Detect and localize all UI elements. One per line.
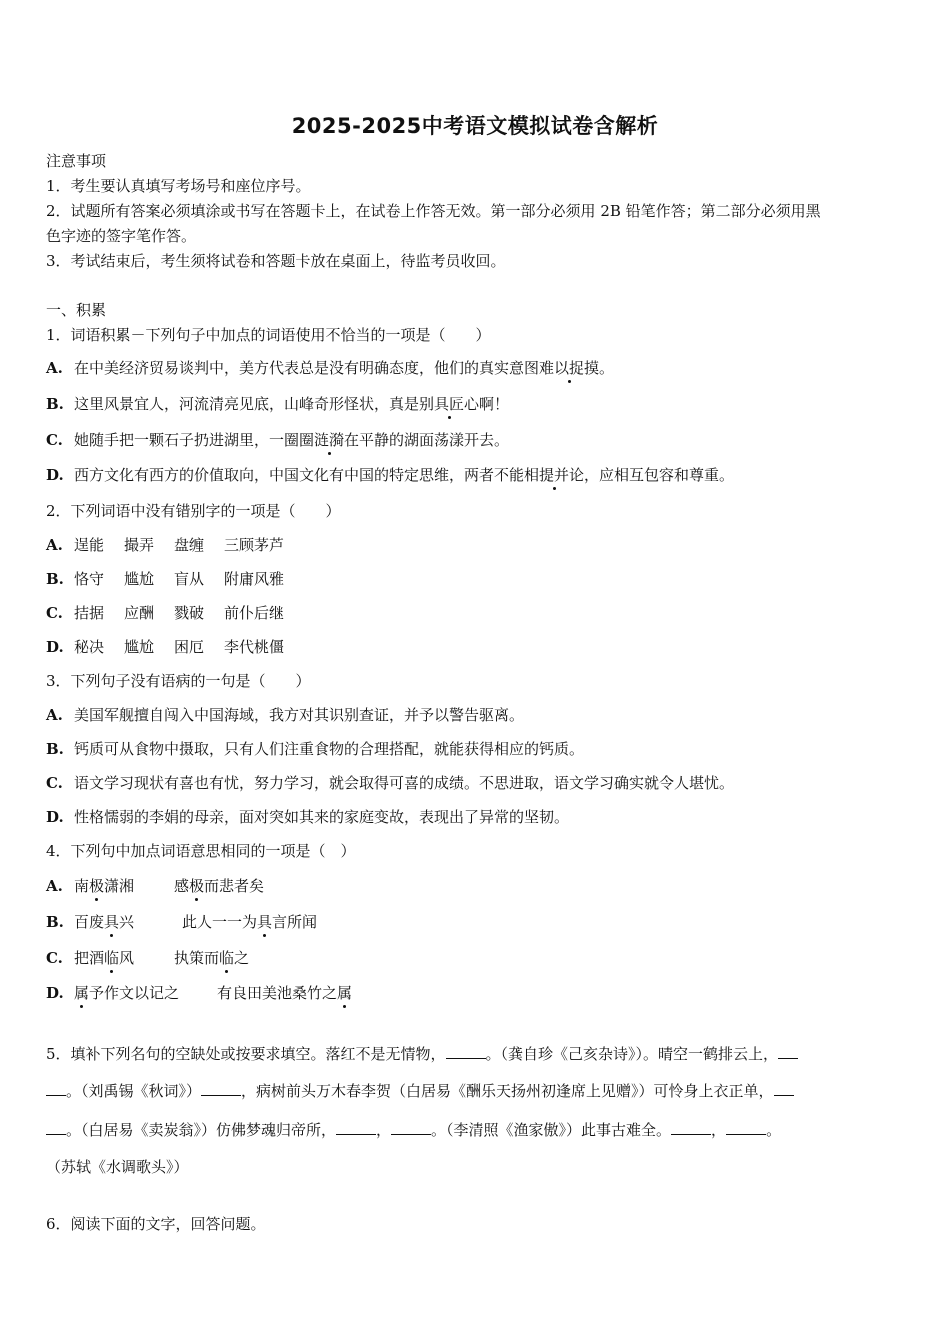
q3-option-a — [46, 705, 524, 725]
fill-blank[interactable] — [46, 1081, 66, 1096]
phrase-text: 之 — [234, 949, 250, 967]
q5-text: 。（李清照《渔家傲》）此事古难全。 — [431, 1121, 672, 1139]
q5-text: ， — [711, 1121, 727, 1139]
q5-text: ， — [376, 1121, 392, 1139]
option-text: 她随手把一颗石子扔进湖里，一圈圈 — [74, 431, 315, 449]
dotted-char: 极 — [89, 877, 105, 895]
phrase-1 — [74, 876, 174, 896]
option-text-tail: 啊！ — [479, 395, 510, 413]
word: 应酬 — [124, 604, 155, 622]
dotted-char: 具 — [104, 913, 120, 931]
option-letter: D. — [46, 808, 64, 826]
option-letter: C. — [46, 431, 63, 449]
phrase-text: 予作文以记之 — [89, 984, 180, 1002]
q1-stem: 1．词语积累－下列句子中加点的词语使用不恰当的一项是（ ） — [46, 326, 491, 344]
fill-blank[interactable] — [446, 1044, 486, 1059]
phrase-1 — [74, 912, 182, 932]
phrase-2 — [217, 984, 352, 1002]
q5-line-3 — [46, 1120, 781, 1140]
phrase-text: 百废 — [74, 913, 105, 931]
option-text: 在中美经济贸易谈判中，美方代表总是没有明确态度，他们的真实意图 — [74, 359, 540, 377]
option-letter: A. — [46, 706, 63, 724]
q1-option-b — [46, 394, 509, 414]
word: 恪守 — [74, 570, 105, 588]
fill-blank[interactable] — [46, 1120, 66, 1135]
option-text: 性格懦弱的李娟的母亲，面对突如其来的家庭变故，表现出了异常的坚韧。 — [74, 808, 570, 826]
option-text-tail: 在平静的湖面荡漾开去。 — [344, 431, 510, 449]
option-letter: C. — [46, 774, 63, 792]
option-letter: C. — [46, 604, 63, 622]
phrase-text: 兴 — [119, 913, 135, 931]
fill-blank[interactable] — [671, 1120, 711, 1135]
phrase-text: 此人一一为 — [182, 913, 258, 931]
notice-item-1: 1．考生要认真填写考场号和座位序号。 — [46, 177, 311, 195]
phrase-text: 南 — [74, 877, 90, 895]
dotted-char: 极 — [189, 877, 205, 895]
phrase-text: 风 — [119, 949, 135, 967]
q2-stem: 2．下列词语中没有错别字的一项是（ ） — [46, 502, 341, 520]
q5-text: 5．填补下列名句的空缺处或按要求填空。落红不是无情物， — [46, 1045, 446, 1063]
q5-text: 。（龚自珍《己亥杂诗》）。晴空一鹤排云上， — [485, 1045, 779, 1063]
option-letter: B. — [46, 740, 64, 758]
option-letter: D. — [46, 466, 64, 484]
q2-option-c — [46, 603, 304, 623]
option-text: 美国军舰擅自闯入中国海域，我方对其识别查证，并予以警告驱离。 — [74, 706, 525, 724]
q6-stem: 6．阅读下面的文字，回答问题。 — [46, 1215, 266, 1233]
option-letter: D. — [46, 984, 64, 1002]
option-text: 语文学习现状有喜也有忧，努力学习，就会取得可喜的成绩。不思进取，语文学习确实就令人堪忧。 — [74, 774, 735, 792]
dotted-word: 难以捉摸 — [539, 359, 600, 377]
dotted-word: 相提并论 — [524, 466, 585, 484]
q1-option-c — [46, 430, 509, 450]
option-letter: B. — [46, 913, 64, 931]
phrase-text: 有良田美池桑竹之 — [217, 984, 338, 1002]
option-letter: B. — [46, 395, 64, 413]
q5-text: ，病树前头万木春李贺（白居易《酬乐天扬州初逢席上见赠》）可怜身上衣正单， — [241, 1082, 774, 1100]
word: 秘决 — [74, 638, 105, 656]
word: 尴尬 — [124, 570, 155, 588]
notice-heading: 注意事项 — [46, 152, 107, 170]
q4-option-d — [46, 983, 352, 1003]
phrase-1 — [74, 948, 174, 968]
option-letter: D. — [46, 638, 64, 656]
option-text: 这里风景宜人，河流清亮见底，山峰奇形怪状，真是 — [74, 395, 420, 413]
q5-line-4: （苏轼《水调歌头》） — [46, 1158, 189, 1176]
fill-blank[interactable] — [336, 1120, 376, 1135]
dotted-char: 临 — [219, 949, 235, 967]
q4-option-a — [46, 876, 264, 896]
q3-option-d — [46, 807, 569, 827]
q1-option-d — [46, 465, 734, 485]
dotted-char: 属 — [337, 984, 353, 1002]
fill-blank[interactable] — [726, 1120, 766, 1135]
q5-text: 。（白居易《卖炭翁》）仿佛梦魂归帝所， — [66, 1121, 337, 1139]
q3-option-c — [46, 773, 734, 793]
q5-text: 。（刘禹锡《秋词》） — [66, 1082, 202, 1100]
q4-option-b — [46, 912, 317, 932]
option-letter: A. — [46, 536, 63, 554]
notice-item-3: 3．考试结束后，考生须将试卷和答题卡放在桌面上，待监考员收回。 — [46, 252, 506, 270]
word: 附庸风雅 — [224, 570, 285, 588]
option-text: 钙质可从食物中摄取，只有人们注重食物的合理搭配，就能获得相应的钙质。 — [74, 740, 585, 758]
word: 盲从 — [174, 570, 205, 588]
fill-blank[interactable] — [391, 1120, 431, 1135]
option-text-tail: 。 — [599, 359, 615, 377]
word: 戮破 — [174, 604, 205, 622]
q5-line-2 — [46, 1081, 794, 1101]
q4-stem: 4．下列句中加点词语意思相同的一项是（ ） — [46, 842, 356, 860]
q2-option-b — [46, 569, 304, 589]
dotted-word: 涟漪 — [314, 431, 345, 449]
dotted-char: 具 — [257, 913, 273, 931]
word: 李代桃僵 — [224, 638, 285, 656]
word: 拮据 — [74, 604, 105, 622]
phrase-text: 执策而 — [174, 949, 220, 967]
section-heading: 一、积累 — [46, 301, 107, 319]
option-text: 西方文化有西方的价值取向，中国文化有中国的特定思维，两者不能 — [74, 466, 525, 484]
notice-item-2: 2．试题所有答案必须填涂或书写在答题卡上，在试卷上作答无效。第一部分必须用 2B 铅笔作答；第二部分必须用黑 — [46, 202, 821, 220]
dotted-char: 临 — [104, 949, 120, 967]
word: 前仆后继 — [224, 604, 285, 622]
q2-option-d — [46, 637, 304, 657]
q3-stem: 3．下列句子没有语病的一句是（ ） — [46, 672, 311, 690]
option-letter: C. — [46, 949, 63, 967]
q1-option-a — [46, 358, 614, 378]
phrase-text: 把酒 — [74, 949, 105, 967]
q3-option-b — [46, 739, 584, 759]
dotted-word: 别具匠心 — [419, 395, 480, 413]
option-letter: A. — [46, 877, 63, 895]
q5-line-1 — [46, 1044, 798, 1064]
phrase-2 — [174, 949, 249, 967]
word: 三顾茅芦 — [224, 536, 285, 554]
phrase-text: 潇湘 — [104, 877, 135, 895]
phrase-text: 而悲者矣 — [204, 877, 265, 895]
phrase-2 — [182, 913, 317, 931]
word: 撮弄 — [124, 536, 155, 554]
word: 困厄 — [174, 638, 205, 656]
q5-text: 。 — [766, 1121, 782, 1139]
option-letter: A. — [46, 359, 63, 377]
exam-title: 2025-2025中考语文模拟试卷含解析 — [291, 114, 659, 138]
word: 尴尬 — [124, 638, 155, 656]
option-letter: B. — [46, 570, 64, 588]
word: 盘缠 — [174, 536, 205, 554]
word: 逞能 — [74, 536, 105, 554]
option-text-tail: ，应相互包容和尊重。 — [584, 466, 735, 484]
notice-item-2-cont: 色字迹的签字笔作答。 — [46, 227, 197, 245]
dotted-char: 属 — [74, 984, 90, 1002]
fill-blank[interactable] — [774, 1081, 794, 1096]
q2-option-a — [46, 535, 304, 555]
q4-option-c — [46, 948, 249, 968]
phrase-text: 感 — [174, 877, 190, 895]
phrase-text: 言所闻 — [272, 913, 318, 931]
phrase-1 — [74, 983, 217, 1003]
phrase-2 — [174, 877, 264, 895]
fill-blank[interactable] — [201, 1081, 241, 1096]
fill-blank[interactable] — [778, 1044, 798, 1059]
